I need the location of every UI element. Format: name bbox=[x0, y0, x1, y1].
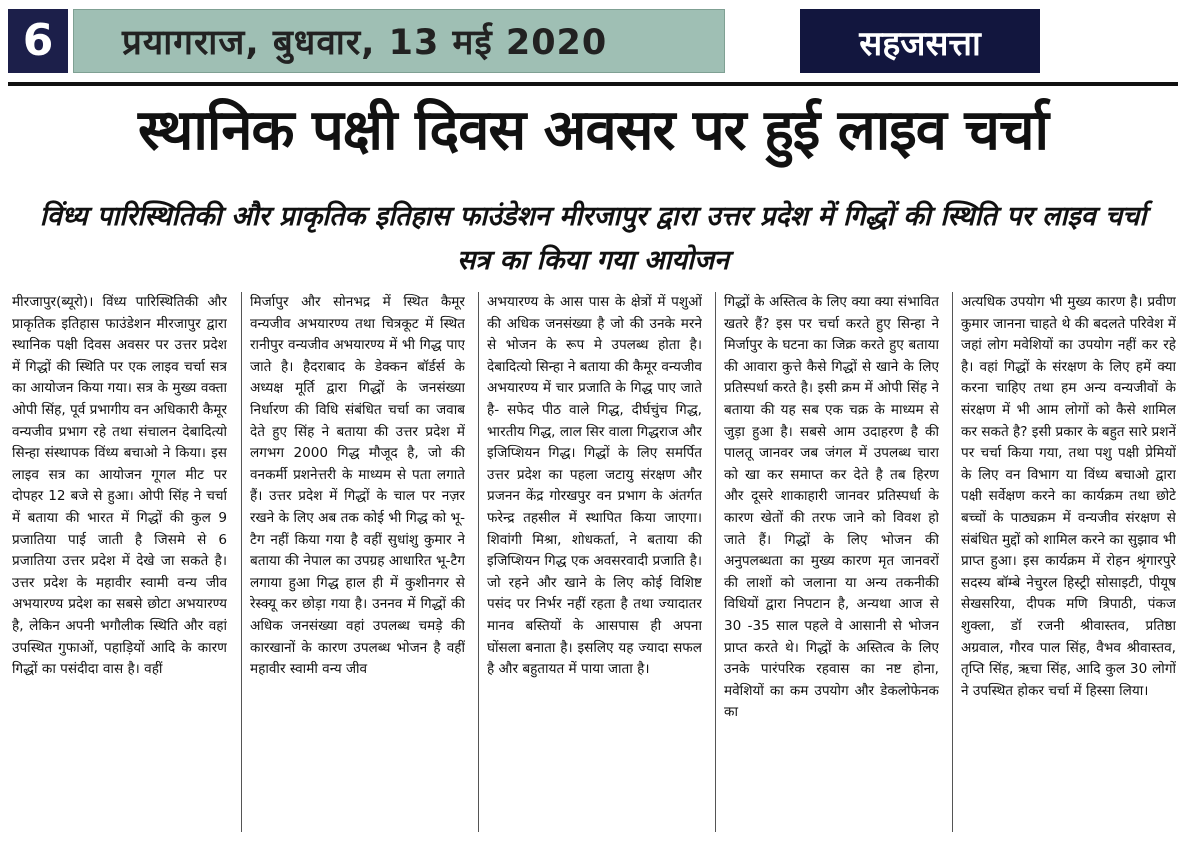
column-text: मीरजापुर(ब्यूरो)। विंध्य पारिस्थितिकी और प्राकृतिक इतिहास फाउंडेशन मीरजापुर द्वारा स्थानिक पक्षी दिवस अवसर पर उत्तर प्रदेश में गिद्धों की स्थिति पर एक लाइव चर्चा सत्र का आयोजन किया गया। सत्र के मुख्य वक्ता ओपी सिंह, पूर्व प्रभागीय वन अधिकारी कैमूर वन्यजीव प्रभाग रहे तथा संचालन देबादित्यो सिन्हा संस्थापक विंध्य बचाओ ने किया। इस लाइव सत्र का आयोजन गूगल मीट पर दोपहर 12 बजे से हुआ। ओपी सिंह ने चर्चा में बताया की भारत में गिद्धों की कुल 9 प्रजातिया पाई जाती है जिसमे से 6 प्रजातिया उत्तर प्रदेश में देखे जा सकते है। उत्तर प्रदेश के महावीर स्वामी वन्य जीव अभयारण्य प्रदेश का सबसे छोटा अभयारण्य है, लेकिन अपनी भगौलीक स्थिति और वहां उपस्थित गुफाओं, पहाड़ियों आदि के कारण गिद्धों का पसंदीदा वास है। वहीं bbox=[12, 294, 227, 678]
article-column-2 bbox=[250, 292, 465, 832]
dateline-bar bbox=[73, 9, 725, 73]
brand-name: सहजसत्ता bbox=[859, 24, 981, 64]
article-body bbox=[12, 292, 1178, 832]
article-column-1 bbox=[12, 292, 227, 832]
column-divider bbox=[715, 292, 716, 832]
column-divider bbox=[952, 292, 953, 832]
header-rule bbox=[8, 82, 1178, 86]
subheadline: विंध्य पारिस्थितिकी और प्राकृतिक इतिहास फाउंडेशन मीरजापुर द्वारा उत्तर प्रदेश में गिद्धों की स्थिति पर लाइव चर्चा सत्र का किया गया आयोजन bbox=[39, 201, 1147, 276]
column-text: अभयारण्य के आस पास के क्षेत्रों में पशुओं की अधिक जनसंख्या है जो की उनके मरने से भोजन के रूप मे उपलब्ध होता है। देबादित्यो सिन्हा ने बताया की कैमूर वन्यजीव अभयारण्य में चार प्रजाति के गिद्ध पाए जाते है- सफेद पीठ वाले गिद्ध, दीर्घचुंच गिद्ध, भारतीय गिद्ध, लाल सिर वाला गिद्धराज और इजिप्शियन गिद्ध। गिद्धों के लिए समर्पित उत्तर प्रदेश का पहला जटायु संरक्षण और प्रजनन केंद्र गोरखपुर वन प्रभाग के अंतर्गत फरेन्द्र तहसील में स्थापित किया जाएगा। शिवांगी मिश्रा, शोधकर्ता, ने बताया की इजिप्शियन गिद्ध एक अवसरवादी प्रजाति है। जो रहने और खाने के लिए कोई विशिष्ट पसंद पर निर्भर नहीं रहता है तथा ज्यादातर मानव बस्तियों के आसपास ही अपना घोंसला बनाता है। इसलिए यह ज्यादा सफल है और बहुतायत में पाया जाता है। bbox=[487, 294, 702, 678]
brand-box bbox=[800, 9, 1040, 73]
column-text: अत्यधिक उपयोग भी मुख्य कारण है। प्रवीण कुमार जानना चाहते थे की बदलते परिवेश में जहां लोग मवेशियों का उपयोग नहीं कर रहे है। वहां गिद्धों के संरक्षण के लिए हमें क्या करना चाहिए तथा हम अन्य वन्यजीवों के संरक्षण में भी आम लोगों को कैसे शामिल कर सकते है? इसी प्रकार के बहुत सारे प्रशनें पर चर्चा किया गया, तथा पशु पक्षी प्रेमियों के लिए वन विभाग या विंध्य बचाओ द्वारा पक्षी सर्वेक्षण करने का कार्यक्रम तथा छोटे बच्चों के पाठ्यक्रम में वन्यजीव संरक्षण से संबंधित मुद्दों को शामिल करने का सुझाव भी प्राप्त हुआ। इस कार्यक्रम में रोहन श्रृंगारपुरे सदस्य बॉम्बे नेचुरल हिस्ट्री सोसाइटी, पीयूष सेखसरिया, दीपक मणि त्रिपाठी, पंकज शुक्ला, डॉ रजनी श्रीवास्तव, प्रतिष्ठा अग्रवाल, गौरव पाल सिंह, वैभव श्रीवास्तव, तृप्ति सिंह, ऋचा सिंह, आदि कुल 30 लोगों ने उपस्थित होकर चर्चा में हिस्सा लिया। bbox=[961, 294, 1176, 699]
column-divider bbox=[241, 292, 242, 832]
headline: स्थानिक पक्षी दिवस अवसर पर हुई लाइव चर्चा bbox=[137, 98, 1049, 163]
column-divider bbox=[478, 292, 479, 832]
masthead bbox=[0, 0, 1186, 79]
article-column-5 bbox=[961, 292, 1176, 832]
article-column-3 bbox=[487, 292, 702, 832]
dateline: प्रयागराज, बुधवार, 13 मई 2020 bbox=[122, 23, 608, 63]
article-column-4 bbox=[724, 292, 939, 832]
column-text: मिर्जापुर और सोनभद्र में स्थित कैमूर वन्यजीव अभयारण्य तथा चित्रकूट में स्थित रानीपुर वन्यजीव अभयारण्य में भी गिद्ध पाए जाते है। हैदराबाद के डेक्कन बॉर्डर्स के अध्यक्ष मूर्ति द्वारा गिद्धों के जनसंख्या निर्धारण की विधि संबंधित चर्चा का जवाब देते हुए सिंह ने बताया की उत्तर प्रदेश में लगभग 2000 गिद्ध मौजूद है, जो की वनकर्मी प्रशनेत्तरी के माध्यम से पता लगाते हैं। उत्तर प्रदेश में गिद्धों के चाल पर नज़र रखने के लिए अब तक कोई भी गिद्ध को भू-टैग नहीं किया गया है वहीं सुधांशु कुमार ने बताया की नेपाल का उपग्रह आधारित भू-टैग लगाया हुआ गिद्ध हाल ही में कुशीनगर से रेस्क्यू कर छोड़ा गया है। उननव में गिद्धों की अधिक जनसंख्या वहां उपलब्ध चमड़े की कारखानों के कारण उपलब्ध भोजन है वहीं महावीर स्वामी वन्य जीव bbox=[250, 294, 465, 678]
page-number: 6 bbox=[8, 9, 68, 73]
column-text: गिद्धों के अस्तित्व के लिए क्या क्या संभावित खतरे हैं? इस पर चर्चा करते हुए सिन्हा ने मिर्जापुर के घटना का जिक्र करते हुए बताया की आवारा कुत्ते कैसे गिद्धों से खाने के लिए प्रतिस्पर्धा करते है। इसी क्रम में ओपी सिंह ने बताया की यह सब एक चक्र के माध्यम से जुड़ा हुआ है। सबसे आम उदाहरण है की पालतू जानवर जब जंगल में उपलब्ध चारा को खा कर समाप्त कर देते है तब हिरण और दूसरे शाकाहारी जानवर प्रतिस्पर्धा के कारण खेतों की तरफ जाने को विवश हो जाते हैं। गिद्धों के लिए भोजन की अनुपलब्धता का मुख्य कारण मृत जानवरों की लाशों को जलाना या अन्य तकनीकी विधियों द्वारा निपटान है, अन्यथा आज से 30 -35 साल पहले वे आसानी से भोजन प्राप्त करते थे। गिद्धों के अस्तित्व के लिए उनके पारंपरिक रहवास का नष्ट होना, मवेशियों का कम उपयोग और डेकलोफेनक का bbox=[724, 294, 939, 721]
